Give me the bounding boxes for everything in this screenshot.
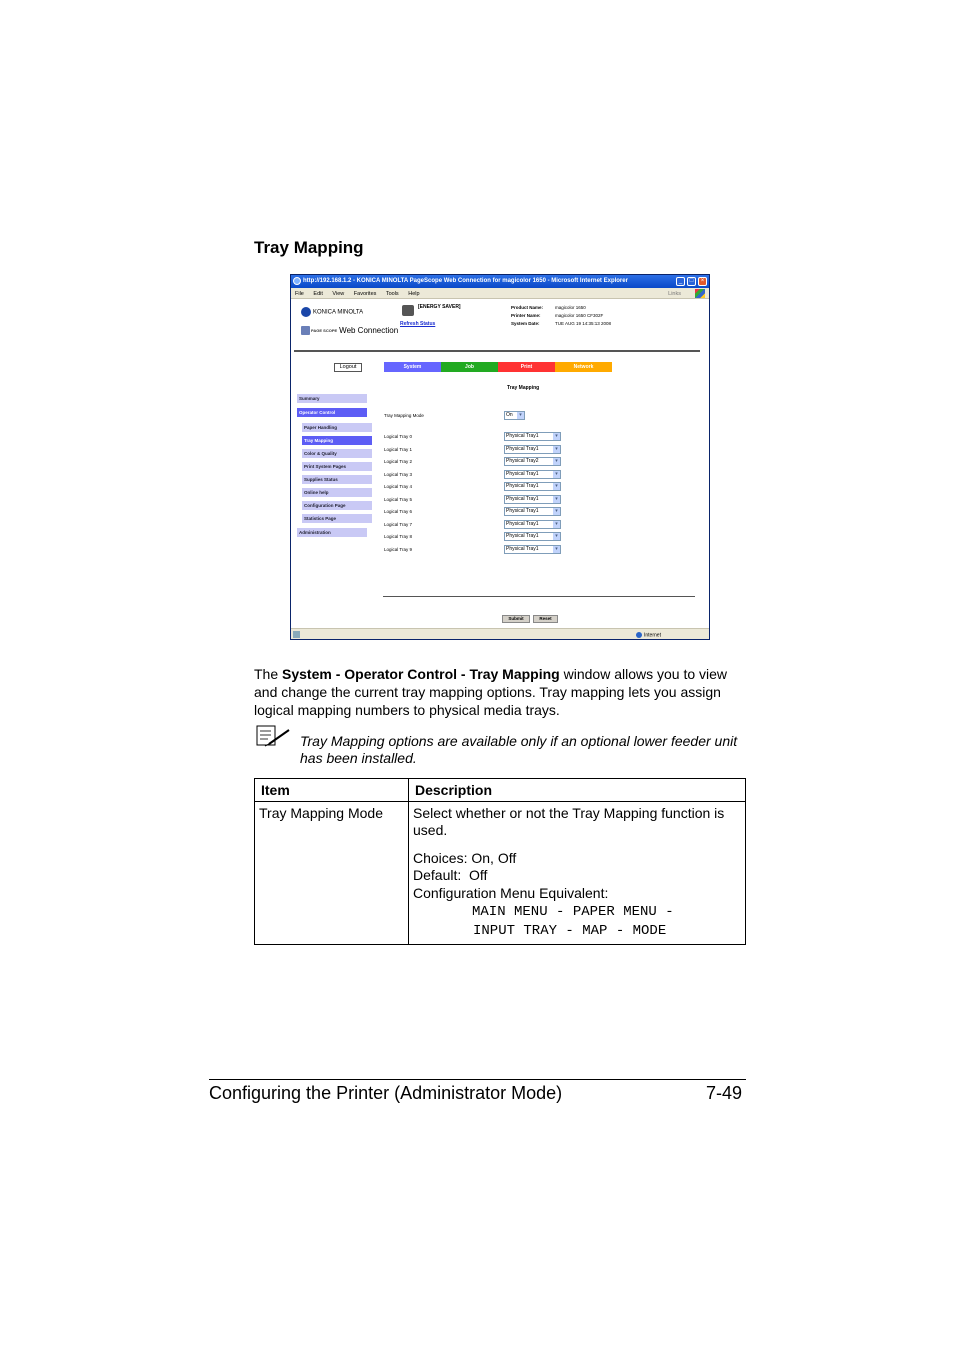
zone-label: Internet (644, 632, 661, 639)
menu-view[interactable]: View (332, 291, 345, 297)
logical-tray-label: Logical Tray 8 (384, 534, 413, 539)
select-value: Physical Tray1 (506, 471, 539, 477)
logical-tray-select[interactable] (504, 507, 561, 516)
footer-chapter-title: Configuring the Printer (Administrator Mode) (209, 1083, 563, 1103)
web-connection-text: Web Connection (339, 326, 399, 335)
maximize-icon[interactable]: □ (687, 277, 696, 286)
table-cell-config-label: Configuration Menu Equivalent: (413, 885, 609, 901)
page-done-icon (293, 631, 300, 638)
select-value: Physical Tray1 (506, 533, 539, 539)
logical-tray-label: Logical Tray 1 (384, 447, 413, 452)
menu-file[interactable]: File (295, 291, 304, 297)
tab-system[interactable]: System (384, 362, 441, 372)
settings-table (254, 778, 746, 945)
section-title: Tray Mapping (254, 238, 364, 257)
nav-tray-mapping[interactable]: Tray Mapping (302, 436, 372, 445)
browser-menubar (291, 288, 709, 299)
menu-favorites[interactable]: Favorites (353, 291, 377, 297)
logical-tray-select[interactable] (504, 520, 561, 529)
system-date-value: TUE AUG 19 14:35:13 2008 (555, 321, 612, 326)
select-value: Physical Tray1 (506, 508, 539, 514)
select-value: Physical Tray2 (506, 458, 539, 464)
windows-logo-icon (695, 289, 705, 298)
product-name-value: magicolor 1650 (555, 305, 586, 310)
chevron-down-icon: ▾ (553, 483, 560, 490)
tab-job[interactable]: Job (441, 362, 498, 372)
logical-tray-select[interactable] (504, 445, 561, 454)
note-text: Tray Mapping options are available only if an optional lower feeder unit has been installed. (300, 733, 738, 766)
logout-button[interactable]: Logout (334, 363, 362, 372)
logical-tray-select[interactable] (504, 482, 561, 491)
logical-tray-label: Logical Tray 0 (384, 434, 413, 439)
pagescope-small-text: PAGE SCOPE (311, 327, 338, 333)
chevron-down-icon: ▾ (553, 521, 560, 528)
chevron-down-icon: ▾ (553, 496, 560, 503)
select-value: Physical Tray1 (506, 433, 539, 439)
refresh-status-link[interactable]: Refresh Status (400, 321, 436, 327)
chevron-down-icon: ▾ (553, 458, 560, 465)
chevron-down-icon: ▾ (553, 508, 560, 515)
footer-rule (209, 1079, 746, 1080)
description-paragraph (254, 665, 749, 719)
note-pencil-icon (255, 724, 291, 748)
select-value: Physical Tray1 (506, 446, 539, 452)
paragraph-text: window allows you to view and change the current tray mapping options. Tray mapping lets you assign logical mapping numbers to physical media trays. (254, 666, 728, 718)
table-cell-item: Tray Mapping Mode (259, 805, 383, 821)
select-value: Physical Tray1 (506, 496, 539, 502)
browser-titlebar (291, 275, 709, 288)
browser-window (290, 274, 710, 640)
chevron-down-icon: ▾ (553, 471, 560, 478)
table-header-item: Item (261, 782, 290, 798)
select-value: Physical Tray1 (506, 521, 539, 527)
system-date-label: System Date: (511, 321, 540, 326)
table-header-divider (255, 801, 745, 802)
logical-tray-select[interactable] (504, 495, 561, 504)
logical-tray-label: Logical Tray 5 (384, 497, 413, 502)
nav-online-help[interactable]: Online help (302, 488, 372, 497)
globe-logo-icon (301, 307, 311, 317)
browser-statusbar (291, 628, 709, 639)
energy-saver-status: [ENERGY SAVER] (418, 304, 461, 310)
product-name-label: Product Name: (511, 305, 544, 310)
logical-tray-select[interactable] (504, 470, 561, 479)
logical-tray-select[interactable] (504, 532, 561, 541)
chevron-down-icon: ▾ (553, 533, 560, 540)
nav-print-system-pages[interactable]: Print System Pages (302, 462, 372, 471)
footer-page-number: 7-49 (706, 1083, 743, 1103)
select-value: On (506, 412, 513, 418)
printer-icon (402, 305, 414, 316)
chevron-down-icon: ▾ (517, 412, 524, 419)
tab-print[interactable]: Print (498, 362, 555, 372)
nav-statistics-page[interactable]: Statistics Page (302, 514, 372, 523)
pagescope-logo (301, 326, 398, 335)
table-column-divider (408, 779, 409, 944)
table-cell-default: Default: Off (413, 867, 488, 883)
form-divider (383, 596, 695, 597)
browser-title: http://192.168.1.2 - KONICA MINOLTA PageScope Web Connection for magicolor 1650 - Microsoft Internet Explorer (303, 278, 628, 284)
tab-network[interactable]: Network (555, 362, 612, 372)
security-zone (636, 632, 661, 638)
browser-content (291, 299, 709, 628)
reset-button[interactable]: Reset (533, 615, 558, 623)
header-divider (294, 350, 700, 352)
menu-help[interactable]: Help (408, 291, 420, 297)
links-toolbar[interactable]: Links (668, 291, 681, 297)
form-heading: Tray Mapping (507, 385, 540, 391)
select-value: Physical Tray1 (506, 546, 539, 552)
brand-name: KONICA MINOLTA (313, 309, 364, 316)
nav-administration[interactable]: Administration (297, 528, 367, 537)
logical-tray-label: Logical Tray 7 (384, 522, 413, 527)
logical-tray-label: Logical Tray 6 (384, 509, 413, 514)
printer-name-value: magicolor 1650 CF302F (555, 313, 604, 318)
table-cell-config-path-2: INPUT TRAY - MAP - MODE (473, 923, 667, 939)
internet-globe-icon (636, 632, 642, 638)
nav-configuration-page[interactable]: Configuration Page (302, 501, 372, 510)
nav-summary[interactable]: Summary (297, 394, 367, 403)
nav-paper-handling[interactable]: Paper Handling (302, 423, 372, 432)
nav-operator-control[interactable]: Operator Control (297, 408, 367, 417)
logical-tray-select[interactable] (504, 432, 561, 441)
chevron-down-icon: ▾ (553, 433, 560, 440)
submit-button[interactable]: Submit (502, 615, 530, 623)
paragraph-bold-path: System - Operator Control - Tray Mapping (282, 666, 560, 682)
table-header-description: Description (415, 782, 493, 798)
table-cell-choices: Choices: On, Off (413, 850, 517, 866)
logical-tray-label: Logical Tray 9 (384, 547, 413, 552)
select-value: Physical Tray1 (506, 483, 539, 489)
logical-tray-label: Logical Tray 4 (384, 484, 413, 489)
nav-supplies-status[interactable]: Supplies Status (302, 475, 372, 484)
product-info (511, 304, 611, 328)
paragraph-text: The (254, 666, 283, 682)
nav-color-quality[interactable]: Color & Quality (302, 449, 372, 458)
logical-tray-label: Logical Tray 2 (384, 459, 413, 464)
logical-tray-select[interactable] (504, 545, 561, 554)
printer-name-label: Printer Name: (511, 313, 541, 318)
konica-minolta-logo (301, 307, 363, 317)
tray-mapping-mode-select[interactable] (504, 411, 525, 420)
menu-tools[interactable]: Tools (385, 291, 399, 297)
chevron-down-icon: ▾ (553, 546, 560, 553)
close-icon[interactable]: × (698, 277, 707, 286)
menu-edit[interactable]: Edit (313, 291, 323, 297)
tray-mapping-mode-label: Tray Mapping Mode (384, 413, 424, 418)
ie-icon (293, 277, 301, 285)
pagescope-icon (301, 326, 310, 335)
logical-tray-select[interactable] (504, 457, 561, 466)
logical-tray-label: Logical Tray 3 (384, 472, 413, 477)
table-cell-config-path-1: MAIN MENU - PAPER MENU - (472, 904, 674, 920)
minimize-icon[interactable]: _ (676, 277, 685, 286)
table-cell-description: Select whether or not the Tray Mapping function is used. (413, 805, 725, 838)
chevron-down-icon: ▾ (553, 446, 560, 453)
